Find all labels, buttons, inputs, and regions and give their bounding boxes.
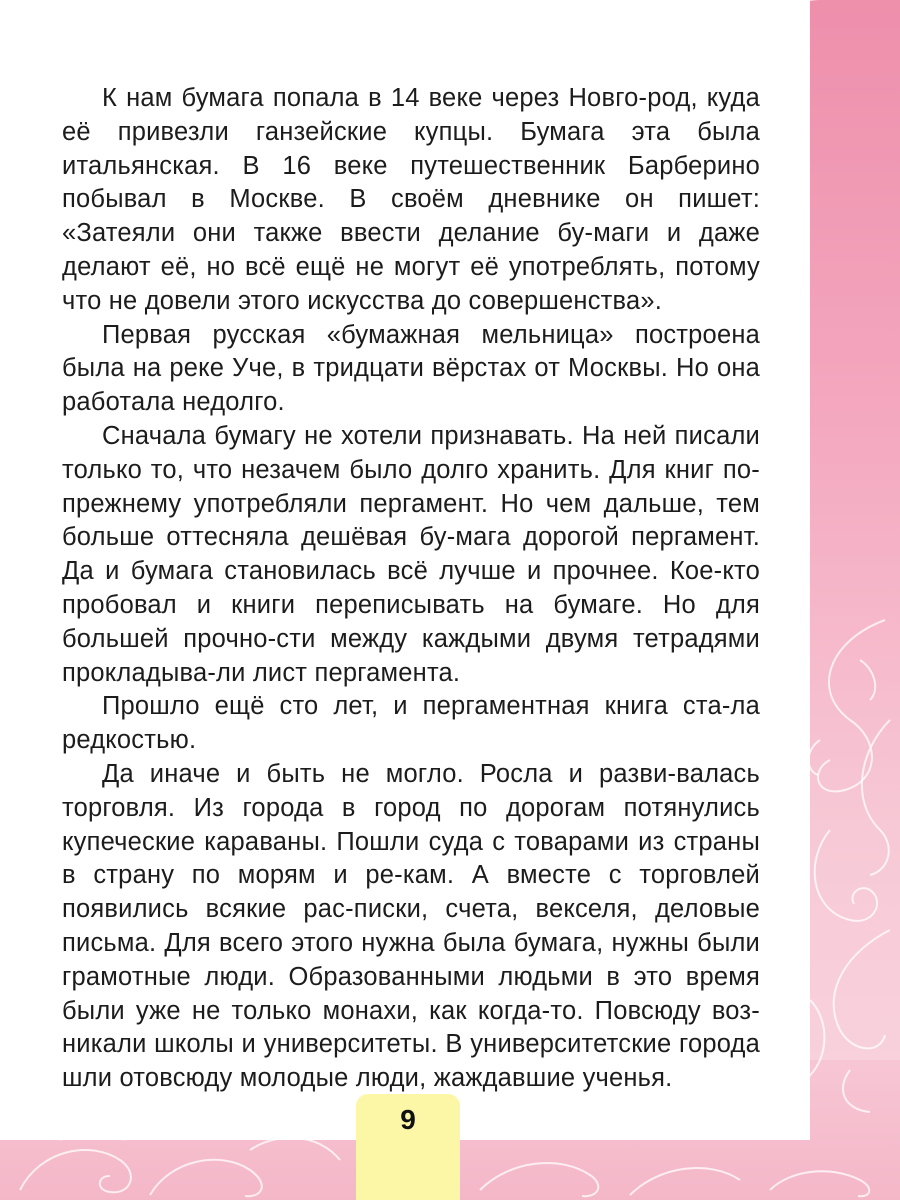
paragraph: К нам бумага попала в 14 веке через Новго-род, куда её привезли ганзейские купцы. Бумага эта была итальянская. В 16 веке путешественник Барберино побывал в Москве. В своём дневнике он пишет: «Затеяли они также ввести делание бу-маги и даже делают её, но всё ещё не могут её употреблять, потому что не довели этого искусства до совершенства». xyxy=(62,84,760,315)
paragraph: Сначала бумагу не хотели признавать. На ней писали только то, что незачем было долго хранить. Для книг по-прежнему употребляли пергамент. Но чем дальше, тем больше оттесняла дешёвая бу-мага дорогой пергамент. Да и бумага становилась всё лучше и прочнее. Кое-кто пробовал и книги переписывать на бумаге. Но для большей прочно-сти между каждыми двумя тетрадями прокладыва-ли лист пергамента. xyxy=(62,421,760,687)
page-number: 9 xyxy=(400,1104,416,1135)
paragraph: Прошло ещё сто лет, и пергаментная книга ста-ла редкостью. xyxy=(62,692,760,755)
paragraph: Первая русская «бумажная мельница» построена была на реке Уче, в тридцати вёрстах от Москвы. Но она работала недолго. xyxy=(62,320,760,417)
page-number-tab xyxy=(356,1094,460,1200)
paragraph: Да иначе и быть не могло. Росла и разви-валась торговля. Из города в город по дорогам потянулись купеческие караваны. Пошли суда с товарами из страны в страну по морям и ре-кам. А вместе с торговлей появились всякие рас-писки, счета, векселя, деловые письма. Для всего этого нужна была бумага, нужны были грамотные люди. Образованными людьми в это время были уже не только монахи, как когда-то. Повсюду воз-никали школы и университеты. В университетские города шли отовсюду молодые люди, жаждавшие ученья. xyxy=(62,759,760,1093)
body-text xyxy=(62,82,760,1096)
